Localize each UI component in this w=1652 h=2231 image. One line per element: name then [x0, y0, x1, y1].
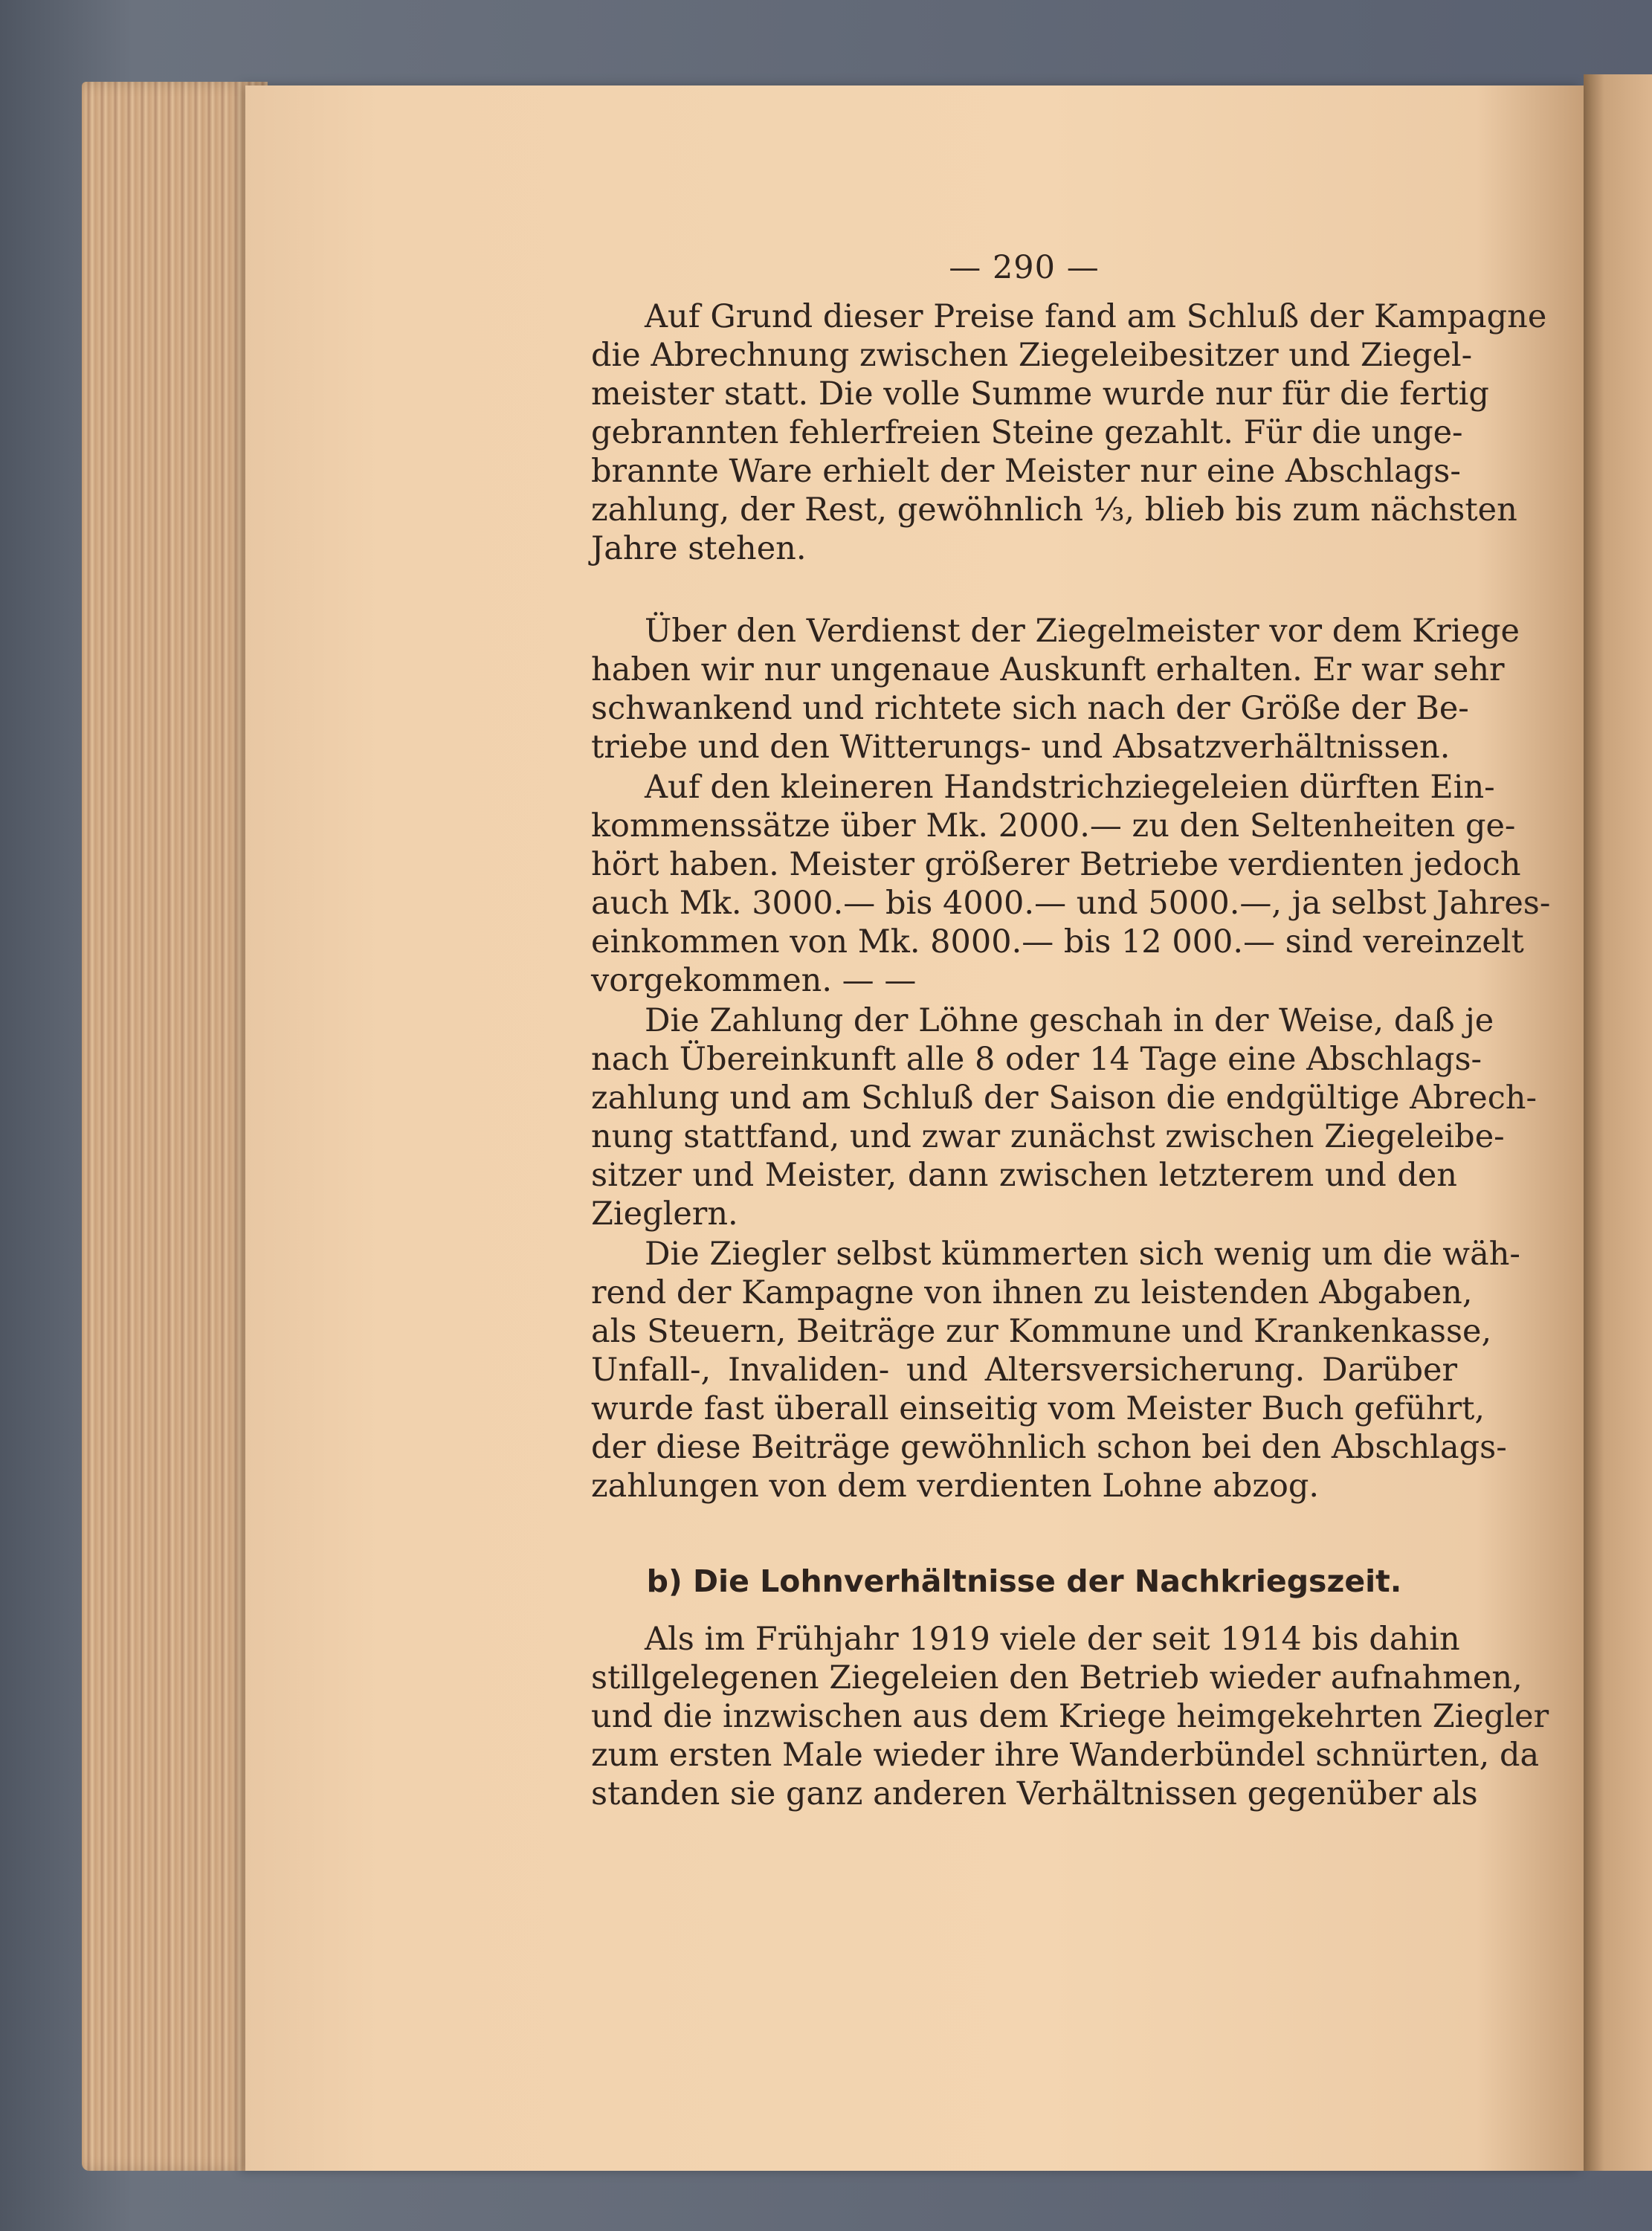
text-line: wurde fast überall einseitig vom Meister Buch geführt,: [591, 1390, 1485, 1427]
text-line: stillgelegenen Ziegeleien den Betrieb wieder aufnahmen,: [591, 1659, 1523, 1696]
text-line: Zieglern.: [591, 1195, 738, 1233]
section-paragraph: [591, 1620, 1549, 1813]
text-line: Jahre stehen.: [591, 530, 807, 567]
text-line: triebe und den Witterungs- und Absatzverhältnissen.: [591, 729, 1451, 766]
text-line: Über den Verdienst der Ziegelmeister vor dem Kriege: [645, 613, 1520, 650]
text-line: der diese Beiträge gewöhnlich schon bei den Abschlags-: [591, 1429, 1507, 1466]
paragraph-1: [591, 297, 1547, 568]
text-line: schwankend und richtete sich nach der Größe der Be-: [591, 690, 1469, 727]
paragraph-4: [591, 1001, 1538, 1233]
text-line: rend der Kampagne von ihnen zu leistenden Abgaben,: [591, 1274, 1473, 1311]
paragraph-2: [591, 612, 1520, 766]
text-line: haben wir nur ungenaue Auskunft erhalten. Er war sehr: [591, 651, 1505, 688]
page-number: — 290 —: [949, 249, 1100, 286]
text-line: zum ersten Male wieder ihre Wanderbündel schnürten, da: [591, 1737, 1540, 1774]
facing-page-edge: [1584, 74, 1652, 2171]
text-line: auch Mk. 3000.— bis 4000.— und 5000.—, ja selbst Jahres-: [591, 885, 1551, 922]
text-line: Auf den kleineren Handstrichziegeleien dürften Ein-: [645, 769, 1495, 806]
text-line: hört haben. Meister größerer Betriebe verdienten jedoch: [591, 846, 1521, 883]
text-line: standen sie ganz anderen Verhältnissen gegenüber als: [591, 1775, 1478, 1812]
text-line: nach Übereinkunft alle 8 oder 14 Tage eine Abschlags-: [591, 1041, 1482, 1078]
text-line: zahlung, der Rest, gewöhnlich ⅓, blieb bis zum nächsten: [591, 491, 1517, 529]
text-line: und die inzwischen aus dem Kriege heimgekehrten Ziegler: [591, 1698, 1549, 1735]
text-line: vorgekommen. — —: [591, 962, 917, 999]
text-line: Die Ziegler selbst kümmerten sich wenig um die wäh-: [645, 1236, 1520, 1273]
text-line: kommenssätze über Mk. 2000.— zu den Seltenheiten ge-: [591, 807, 1516, 845]
text-line: brannte Ware erhielt der Meister nur eine Abschlags-: [591, 453, 1461, 490]
text-line: zahlung und am Schluß der Saison die endgültige Abrech-: [591, 1079, 1538, 1117]
text-line: zahlungen von dem verdienten Lohne abzog.: [591, 1468, 1320, 1505]
text-line: sitzer und Meister, dann zwischen letzterem und den: [591, 1157, 1457, 1194]
paragraph-3: [591, 768, 1551, 1000]
paragraph-5: [591, 1235, 1520, 1505]
page-edges: [82, 82, 268, 2171]
text-line: Unfall-, Invaliden- und Altersversicherung. Darüber: [591, 1352, 1457, 1389]
text-line: einkommen von Mk. 8000.— bis 12 000.— sind vereinzelt: [591, 923, 1524, 960]
text-line: meister statt. Die volle Summe wurde nur für die fertig: [591, 375, 1489, 413]
text-line: Auf Grund dieser Preise fand am Schluß der Kampagne: [645, 298, 1547, 335]
text-line: gebrannten fehlerfreien Steine gezahlt. Für die unge-: [591, 414, 1463, 451]
text-line: Als im Frühjahr 1919 viele der seit 1914 bis dahin: [645, 1621, 1460, 1658]
text-line: Die Zahlung der Löhne geschah in der Weise, daß je: [645, 1002, 1494, 1039]
section-heading: b) Die Lohnverhältnisse der Nachkriegszeit.: [646, 1563, 1402, 1599]
text-line: nung stattfand, und zwar zunächst zwischen Ziegeleibe-: [591, 1118, 1505, 1155]
book-page: [245, 85, 1584, 2171]
text-line: die Abrechnung zwischen Ziegeleibesitzer und Ziegel-: [591, 337, 1473, 374]
text-line: als Steuern, Beiträge zur Kommune und Krankenkasse,: [591, 1313, 1492, 1350]
